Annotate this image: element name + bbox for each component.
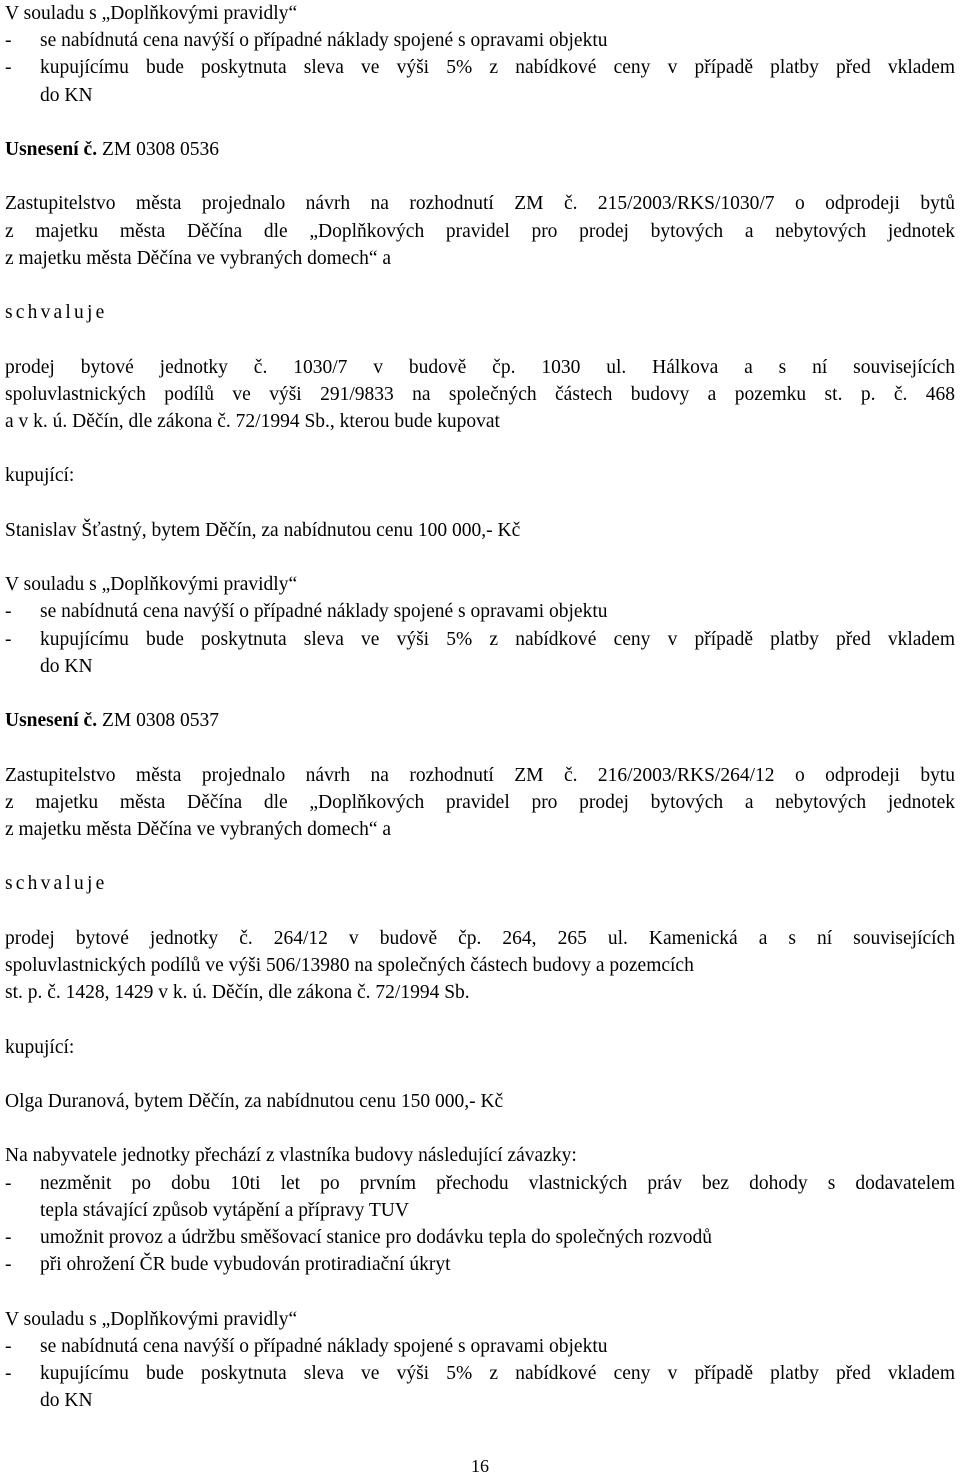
dash: - bbox=[5, 1362, 12, 1384]
buyer-label: kupující: bbox=[5, 1036, 75, 1058]
dash: - bbox=[5, 1226, 12, 1248]
bullet-item bbox=[5, 54, 955, 81]
bullet-text: kupujícímu bude poskytnuta sleva ve výši 5% z nabídkové ceny v případě platby před vkladem bbox=[40, 628, 955, 650]
terms-block-1 bbox=[5, 0, 955, 109]
obligations-title: Na nabyvatele jednotky přechází z vlastníka budovy následující závazky: bbox=[5, 1145, 577, 1167]
bullet-text: se nabídnutá cena navýší o případné náklady spojené s opravami objektu bbox=[40, 601, 608, 623]
dash: - bbox=[5, 57, 12, 79]
dash: - bbox=[5, 628, 12, 650]
sale-line: st. p. č. 1428, 1429 v k. ú. Děčín, dle zákona č. 72/1994 Sb. bbox=[5, 982, 470, 1004]
intro-line: Zastupitelstvo města projednalo návrh na rozhodnutí ZM č. 215/2003/RKS/1030/7 o odprodeji bytů bbox=[5, 193, 955, 215]
sale-line: spoluvlastnických podílů ve výši 506/13980 na společných částech budovy a pozemcích bbox=[5, 954, 694, 976]
terms-block-2 bbox=[5, 571, 955, 680]
bullet-continuation: do KN bbox=[40, 655, 93, 677]
buyer-label: kupující: bbox=[5, 465, 75, 487]
intro-line: z majetku města Děčína ve vybraných domech“ a bbox=[5, 247, 392, 269]
obligation-continuation: tepla stávající způsob vytápění a přípravy TUV bbox=[40, 1199, 409, 1221]
intro-line: z majetku města Děčína ve vybraných domech“ a bbox=[5, 818, 392, 840]
resolution-0536 bbox=[5, 136, 955, 544]
sale-line: spoluvlastnických podílů ve výši 291/9833 na společných částech budovy a pozemku st. p. č. 468 bbox=[5, 383, 955, 405]
bullet-item bbox=[5, 598, 955, 625]
heading-number: ZM 0308 0537 bbox=[97, 710, 219, 732]
accord-line: V souladu s „Doplňkovými pravidly“ bbox=[5, 3, 298, 24]
intro-line: z majetku města Děčína dle „Doplňkových pravidel pro prodej bytových a nebytových jednotek bbox=[5, 791, 955, 813]
heading-label: Usnesení č. bbox=[5, 710, 98, 732]
buyer-line: Stanislav Šťastný, bytem Děčín, za nabídnutou cenu 100 000,- Kč bbox=[5, 519, 521, 541]
bullet-text: kupujícímu bude poskytnuta sleva ve výši 5% z nabídkové ceny v případě platby před vkladem bbox=[40, 57, 955, 79]
sale-line: a v k. ú. Děčín, dle zákona č. 72/1994 Sb., kterou bude kupovat bbox=[5, 410, 500, 432]
sale-line: prodej bytové jednotky č. 264/12 v budově čp. 264, 265 ul. Kamenická a s ní souvisejících bbox=[5, 927, 955, 949]
resolution-heading bbox=[5, 707, 955, 734]
intro-line: Zastupitelstvo města projednalo návrh na rozhodnutí ZM č. 216/2003/RKS/264/12 o odprodeji bytu bbox=[5, 764, 955, 786]
obligation-item bbox=[5, 1224, 955, 1251]
obligation-item bbox=[5, 1251, 955, 1278]
bullet-item bbox=[5, 1333, 955, 1360]
bullet-item bbox=[5, 626, 955, 653]
bullet-item bbox=[5, 1360, 955, 1387]
obligation-item bbox=[5, 1170, 955, 1197]
intro-line: z majetku města Děčína dle „Doplňkových pravidel pro prodej bytových a nebytových jednotek bbox=[5, 220, 955, 242]
buyer-line: Olga Duranová, bytem Děčín, za nabídnutou cenu 150 000,- Kč bbox=[5, 1090, 504, 1112]
accord-line: V souladu s „Doplňkovými pravidly“ bbox=[5, 574, 298, 596]
resolution-heading bbox=[5, 136, 955, 163]
bullet-text: kupujícímu bude poskytnuta sleva ve výši 5% z nabídkové ceny v případě platby před vkladem bbox=[40, 1362, 955, 1384]
obligation-text: nezměnit po dobu 10ti let po prvním přechodu vlastnických práv bez dohody s dodavatelem bbox=[40, 1172, 955, 1194]
bullet-continuation: do KN bbox=[40, 1390, 93, 1412]
heading-label: Usnesení č. bbox=[5, 139, 98, 160]
bullet-text: se nabídnutá cena navýší o případné náklady spojené s opravami objektu bbox=[40, 1335, 608, 1357]
bullet-text: se nabídnutá cena navýší o případné náklady spojené s opravami objektu bbox=[40, 30, 608, 52]
accord-line: V souladu s „Doplňkovými pravidly“ bbox=[5, 1308, 298, 1330]
terms-block-3 bbox=[5, 1306, 955, 1415]
approves-label: schvaluje bbox=[5, 873, 108, 895]
dash: - bbox=[5, 30, 12, 52]
sale-line: prodej bytové jednotky č. 1030/7 v budově čp. 1030 ul. Hálkova a s ní souvisejících bbox=[5, 356, 955, 378]
obligation-text: umožnit provoz a údržbu směšovací stanice pro dodávku tepla do společných rozvodů bbox=[40, 1226, 713, 1248]
dash: - bbox=[5, 1172, 12, 1194]
page-number: 16 bbox=[471, 1456, 489, 1476]
dash: - bbox=[5, 1254, 12, 1276]
obligation-text: při ohrožení ČR bude vybudován protiradiační úkryt bbox=[40, 1254, 451, 1276]
heading-number: ZM 0308 0536 bbox=[97, 139, 219, 160]
document-page bbox=[5, 0, 955, 1414]
approves-label: schvaluje bbox=[5, 302, 108, 324]
bullet-continuation: do KN bbox=[40, 84, 93, 106]
dash: - bbox=[5, 1335, 12, 1357]
bullet-item bbox=[5, 27, 955, 54]
dash: - bbox=[5, 601, 12, 623]
resolution-0537 bbox=[5, 707, 955, 1278]
